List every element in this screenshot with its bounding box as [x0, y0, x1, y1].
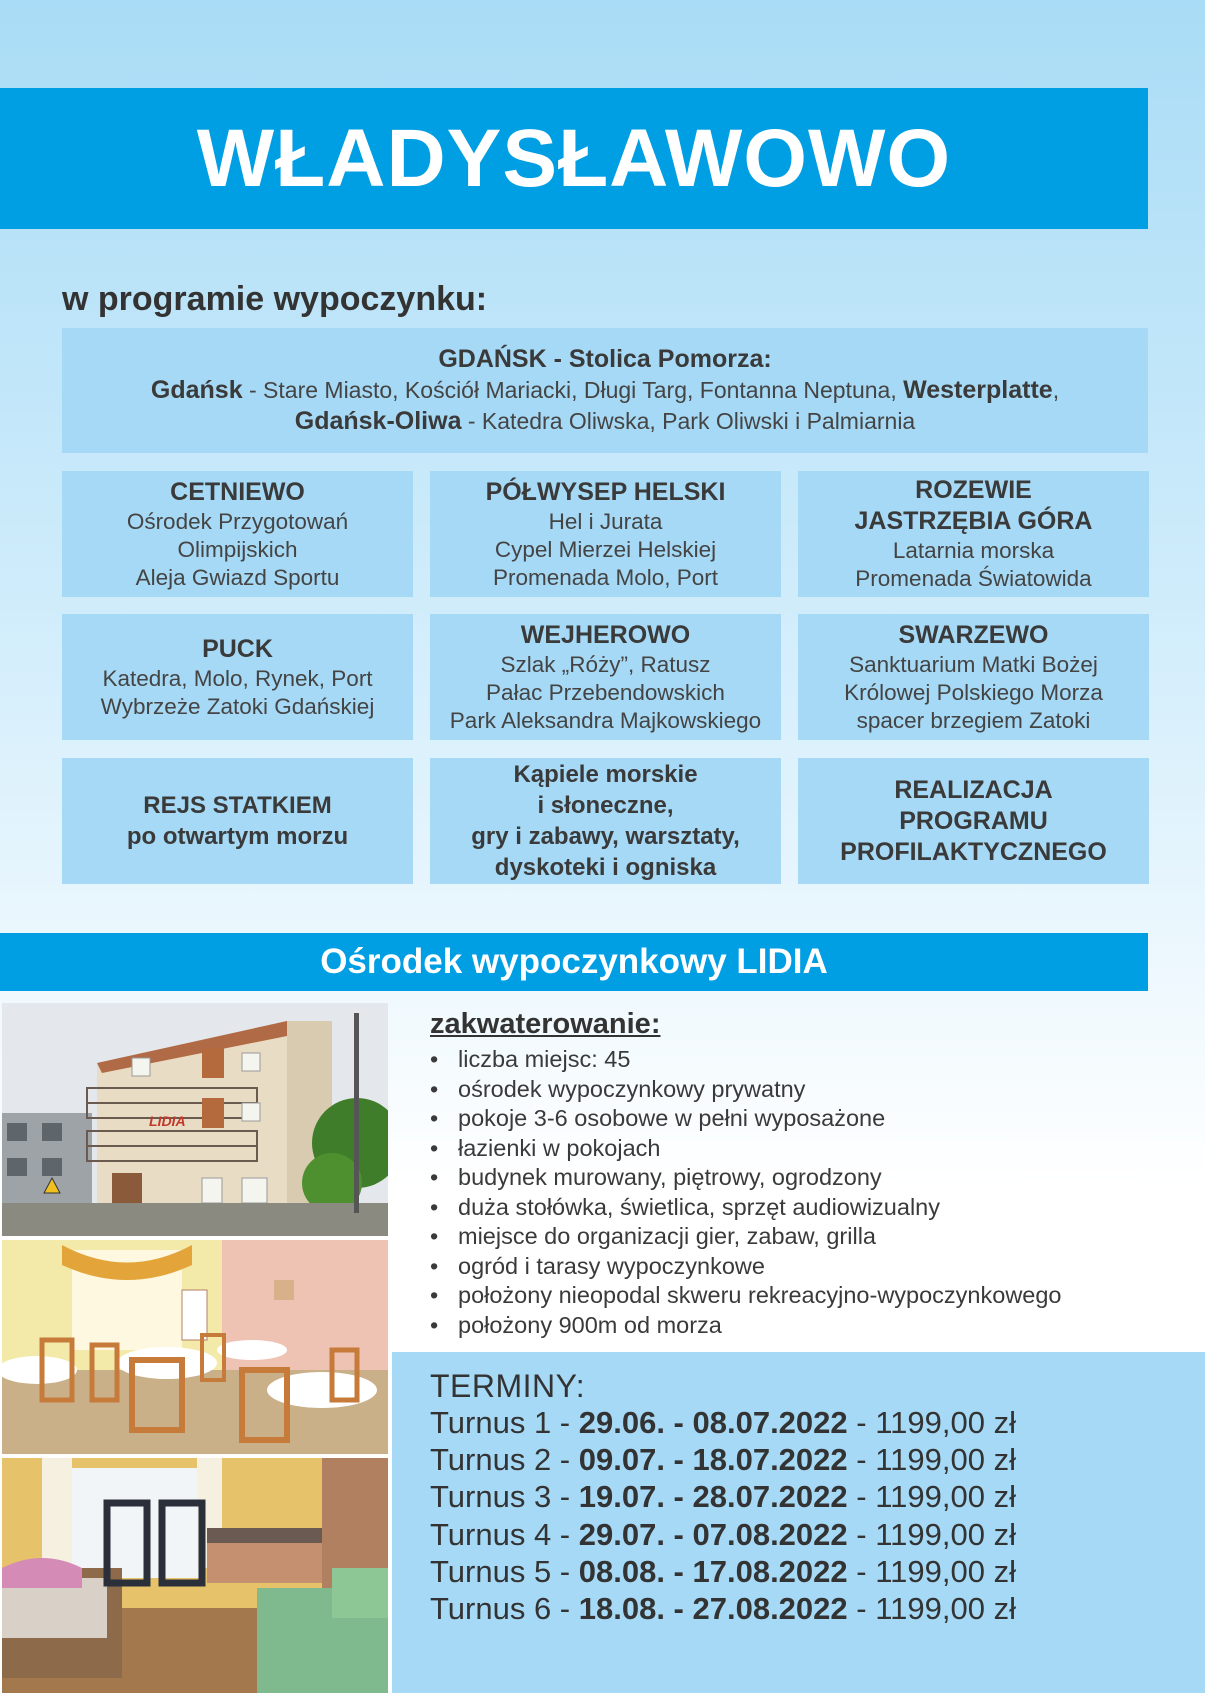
term-dates: 19.07. - 28.07.2022	[578, 1479, 848, 1515]
list-item: • ogród i tarasy wypoczynkowe	[430, 1252, 1150, 1282]
term-label: Turnus 6	[430, 1591, 552, 1627]
program-heading: w programie wypoczynku:	[62, 280, 488, 318]
tile-line: Olimpijskich	[177, 536, 298, 562]
list-item: • ośrodek wypoczynkowy prywatny	[430, 1075, 1150, 1105]
term-price: 1199,00 zł	[875, 1405, 1016, 1440]
gdansk-comma: ,	[1052, 377, 1060, 403]
list-item: • położony nieopodal skweru rekreacyjno-wypoczynkowego	[430, 1281, 1150, 1311]
term-label: Turnus 1	[430, 1405, 552, 1440]
tile-bold-line: i słoneczne,	[537, 792, 674, 819]
gdansk-bold: Gdańsk	[150, 376, 243, 404]
terms-list	[430, 1404, 1016, 1627]
list-item: • duża stołówka, świetlica, sprzęt audiowizualny	[430, 1193, 1150, 1223]
tile-title: PROFILAKTYCZNEGO	[840, 837, 1107, 866]
tile-line: spacer brzegiem Zatoki	[856, 707, 1091, 733]
term-label: Turnus 2	[430, 1442, 552, 1478]
list-item: • położony 900m od morza	[430, 1311, 1150, 1341]
tile-title: PROGRAMU	[899, 806, 1048, 835]
term-price: 1199,00 zł	[875, 1553, 1016, 1589]
tile-title: SWARZEWO	[898, 620, 1049, 649]
term-dates: 29.07. - 07.08.2022	[578, 1516, 848, 1552]
tile-line: Katedra, Molo, Rynek, Port	[102, 665, 373, 691]
tile-cetniewo	[62, 471, 413, 597]
tile-line: Pałac Przebendowskich	[486, 679, 725, 705]
title-banner	[0, 88, 1148, 229]
term-price: 1199,00 zł	[875, 1479, 1016, 1515]
tile-line: Cypel Mierzei Helskiej	[494, 536, 717, 562]
oliwa-bold: Gdańsk-Oliwa	[294, 407, 462, 435]
tile-title: PUCK	[202, 634, 273, 663]
gdansk-box	[62, 328, 1148, 453]
term-price: 1199,00 zł	[875, 1591, 1016, 1627]
term-label: Turnus 4	[430, 1516, 552, 1552]
tile-line: Szlak „Róży”, Ratusz	[500, 651, 711, 677]
tile-swarzewo	[798, 614, 1149, 740]
tile-line: Sanktuarium Matki Bożej	[849, 651, 1098, 677]
tile-puck	[62, 614, 413, 740]
term-dates: 09.07. - 18.07.2022	[578, 1442, 848, 1478]
tile-title: CETNIEWO	[170, 477, 305, 506]
gdansk-text: - Stare Miasto, Kościół Mariacki, Długi Targ, Fontanna Neptuna,	[242, 377, 904, 403]
tile-line: Latarnia morska	[892, 538, 1055, 563]
tile-bold-line: gry i zabawy, warsztaty,	[471, 823, 740, 850]
gdansk-line-1	[62, 375, 1148, 406]
list-item: • liczba miejsc: 45	[430, 1045, 1150, 1075]
tile-realizacja	[798, 758, 1149, 884]
tile-bold-line: REJS STATKIEM	[143, 792, 332, 819]
term-dates: 18.08. - 27.08.2022	[578, 1591, 848, 1627]
westerplatte-bold: Westerplatte	[903, 376, 1053, 404]
list-item: • miejsce do organizacji gier, zabaw, grilla	[430, 1222, 1150, 1252]
term-dates: 08.08. - 17.08.2022	[578, 1553, 848, 1589]
tile-title: PÓŁWYSEP HELSKI	[485, 477, 726, 506]
tile-title: ROZEWIE	[915, 476, 1032, 504]
gdansk-title: GDAŃSK - Stolica Pomorza:	[438, 345, 772, 373]
terms-title: TERMINY:	[430, 1368, 586, 1404]
tile-kapiele	[430, 758, 781, 884]
tile-line: Promenada Światowida	[855, 566, 1092, 591]
tile-line: Promenada Molo, Port	[492, 564, 719, 590]
tile-line: Ośrodek Przygotowań	[126, 508, 349, 534]
term-row: Turnus 6 - 18.08. - 27.08.2022 - 1199,00 zł	[430, 1591, 1016, 1627]
term-row: Turnus 1 - 29.06. - 08.07.2022 - 1199,00 zł	[430, 1405, 1016, 1440]
accommodation-section	[430, 1008, 1150, 1340]
tile-bold-line: Kąpiele morskie	[513, 761, 698, 788]
term-price: 1199,00 zł	[875, 1516, 1016, 1552]
term-price: 1199,00 zł	[875, 1442, 1016, 1478]
term-label: Turnus 5	[430, 1553, 552, 1589]
tile-rozewie	[798, 471, 1149, 597]
tile-line: Hel i Jurata	[548, 508, 663, 534]
gdansk-line-2	[62, 406, 1148, 437]
building-sign: LIDIA	[149, 1113, 186, 1129]
term-label: Turnus 3	[430, 1479, 552, 1515]
term-row: Turnus 5 - 08.08. - 17.08.2022 - 1199,00 zł	[430, 1553, 1016, 1589]
tile-wejherowo	[430, 614, 781, 740]
bedroom-photo	[2, 1458, 388, 1693]
lidia-heading: Ośrodek wypoczynkowy LIDIA	[0, 933, 1148, 991]
dining-room-photo	[2, 1240, 388, 1454]
accommodation-list	[430, 1045, 1150, 1340]
tile-rejs	[62, 758, 413, 884]
tile-line: Park Aleksandra Majkowskiego	[449, 707, 762, 733]
tile-line: Królowej Polskiego Morza	[844, 679, 1103, 705]
tile-line: Aleja Gwiazd Sportu	[135, 564, 340, 590]
tile-bold-line: dyskoteki i ogniska	[494, 854, 717, 881]
tile-title: WEJHEROWO	[520, 620, 691, 649]
tile-bold-line: po otwartym morzu	[126, 823, 349, 850]
list-item: • łazienki w pokojach	[430, 1134, 1150, 1164]
tile-line: Wybrzeże Zatoki Gdańskiej	[100, 693, 375, 719]
accommodation-title: zakwaterowanie:	[430, 1008, 661, 1040]
list-item: • budynek murowany, piętrowy, ogrodzony	[430, 1163, 1150, 1193]
tile-title: JASTRZĘBIA GÓRA	[854, 507, 1093, 535]
oliwa-text: - Katedra Oliwska, Park Oliwski i Palmiarnia	[461, 408, 916, 434]
term-dates: 29.06. - 08.07.2022	[578, 1405, 848, 1440]
term-row: Turnus 2 - 09.07. - 18.07.2022 - 1199,00 zł	[430, 1442, 1016, 1478]
list-item: • pokoje 3-6 osobowe w pełni wyposażone	[430, 1104, 1150, 1134]
page-title: WŁADYSŁAWOWO	[196, 112, 952, 204]
tile-title: REALIZACJA	[894, 775, 1053, 804]
term-row: Turnus 3 - 19.07. - 28.07.2022 - 1199,00 zł	[430, 1479, 1016, 1515]
building-photo	[2, 1003, 388, 1236]
tile-polwysep-helski	[430, 471, 781, 597]
term-row: Turnus 4 - 29.07. - 07.08.2022 - 1199,00 zł	[430, 1516, 1016, 1552]
